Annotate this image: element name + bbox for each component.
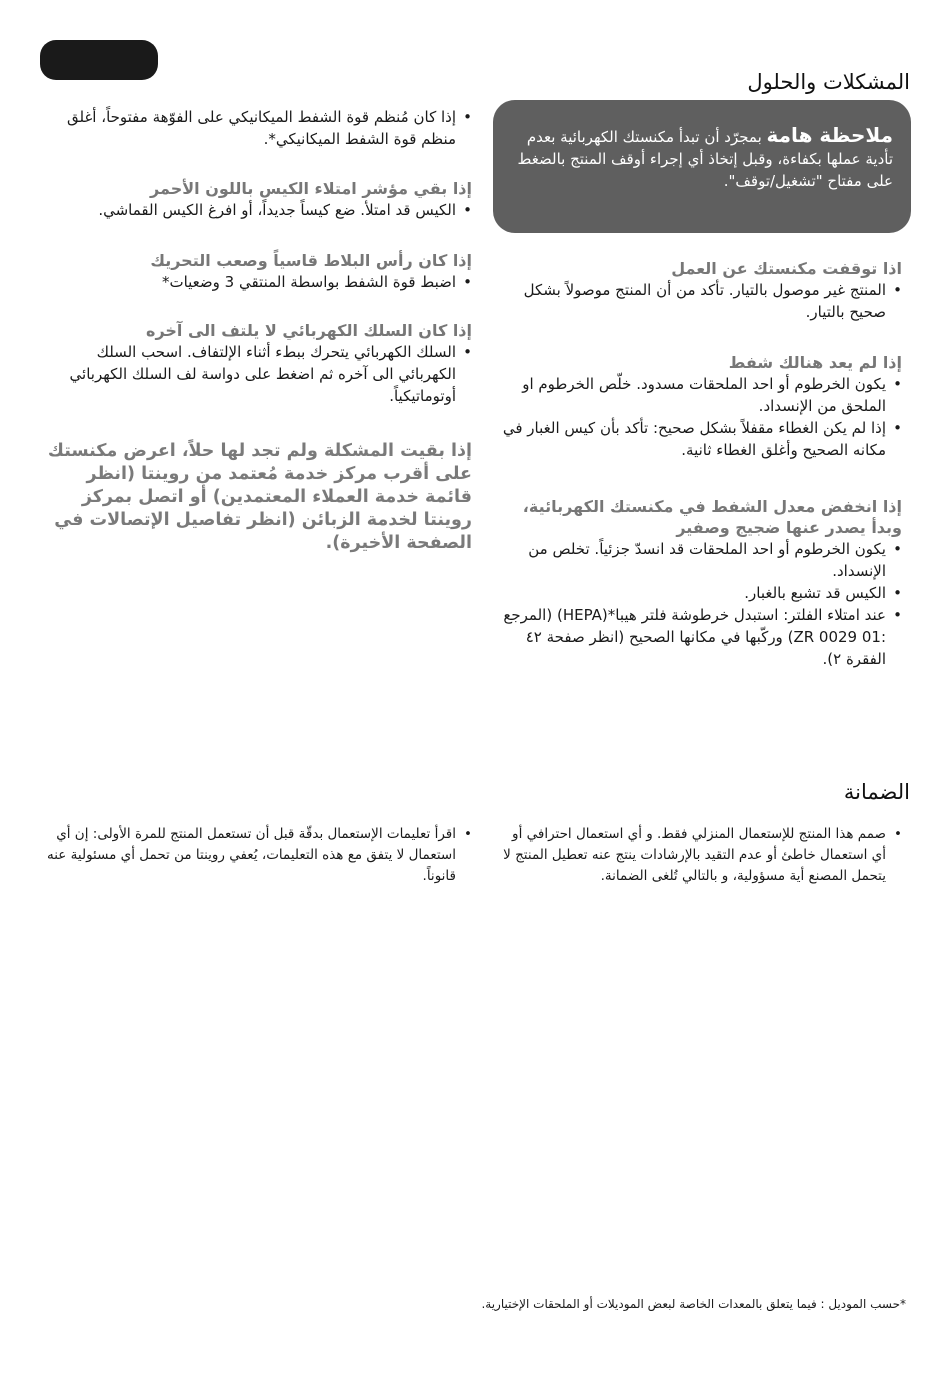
section-heading: إذا كان رأس البلاط قاسياً وصعب التحريك [150,251,472,270]
warranty-title: الضمانة [843,780,910,804]
note-text: بمجرّد أن تبدأ مكنستك الكهربائية بعدم تأدية عملها بكفاءة، وقبل إتخاذ أي إجراء أوقف المنتج بالضغط على مفتاح "تشغيل/توقف". [517,128,893,190]
section-reduced-suction [494,496,902,670]
section-stopped-working [494,258,902,323]
section-title: المشكلات والحلول [747,70,910,94]
section-heading: إذا كان السلك الكهربائي لا يلتف الى آخره [146,321,472,340]
list-item: • يكون الخرطوم أو احد الملحقات مسدود. خلّص الخرطوم او الملحق من الإنسداد. [494,373,902,417]
list-item: • إذا لم يكن الغطاء مقفلاً بشكل صحيح: تأكد بأن كيس الغبار في مكانه الصحيح وأغلق الغطاء ثانية. [494,417,902,461]
list-item: • الكيس قد تشبع بالغبار. [494,582,902,604]
warranty-right [494,824,902,887]
list-item: • يكون الخرطوم أو احد الملحقات قد انسدّ جزئياً. تخلص من الإنسداد. [494,538,902,582]
section-heading: إذا لم يعد هنالك شفط [728,353,902,372]
list-item: • صمم هذا المنتج للإستعمال المنزلي فقط. و أي استعمال احترافي أو أي استعمال خاطئ أو عدم التقيد بالإرشادات ينتج عنه تعطيل المنتج لا يتحمل المصنع أية مسؤولية، و بالتالي تُلغى الضمانة. [494,824,902,887]
page-tab-marker [40,40,158,80]
section-heading: إذا انخفض معدل الشفط في مكنستك الكهربائية، وبدأ يصدر عنها ضجيج وصفير [522,497,902,537]
warranty-left [44,824,472,887]
section-tile-head [44,250,472,293]
section-heading: إذا بقي مؤشر امتلاء الكيس باللون الأحمر [150,179,472,198]
list-item: • اضبط قوة الشفط بواسطة المنتقي 3 وضعيات* [44,271,472,293]
list-item: • السلك الكهربائي يتحرك ببطء أثناء الإلتفاف. اسحب السلك الكهربائي الى آخره ثم اضغط على دواسة لف السلك الكهربائي أوتوماتيكياً. [44,341,472,407]
list-item: • إذا كان مُنظم قوة الشفط الميكانيكي على الفوّهة مفتوحاً، أغلق منظم قوة الشفط الميكانيكي*. [44,106,472,150]
footnote: *حسب الموديل : فيما يتعلق بالمعدات الخاصة لبعض الموديلات أو الملحقات الإختيارية. [481,1297,906,1311]
section-suction-regulator [44,106,472,150]
section-no-suction [494,352,902,461]
closing-text: إذا بقيت المشكلة ولم تجد لها حلاً، اعرض مكنستك على أقرب مركز خدمة مُعتمد من روينتا (انظر قائمة خدمة العملاء المعتمدين) أو اتصل بمركز روينتا لخدمة الزبائن (انظر تفاصيل الإتصالات في الصفحة الأخيرة). [47,441,472,553]
section-cord-rewind [44,320,472,407]
section-heading: اذا توقفت مكنستك عن العمل [671,259,902,278]
important-note-box [493,100,911,233]
note-title: ملاحظة هامة [766,123,893,147]
list-item: • عند امتلاء الفلتر: استبدل خرطوشة فلتر هيبا*(HEPA) (المرجع :ZR 0029 01) وركّبها في مكانها الصحيح (انظر صفحة ٤٢ الفقرة ٢). [494,604,902,670]
list-item: • اقرأ تعليمات الإستعمال بدقّة قبل أن تستعمل المنتج للمرة الأولى: إن أي استعمال لا يتفق مع هذه التعليمات، يُعفي روينتا من تحمل أي مسئولية عنه قانوناً. [44,824,472,887]
list-item: • المنتج غير موصول بالتيار. تأكد من أن المنتج موصولاً بشكل صحيح بالتيار. [494,279,902,323]
section-bag-indicator [44,178,472,221]
list-item: • الكيس قد امتلأ. ضع كيساً جديداً، أو افرغ الكيس القماشي. [44,199,472,221]
